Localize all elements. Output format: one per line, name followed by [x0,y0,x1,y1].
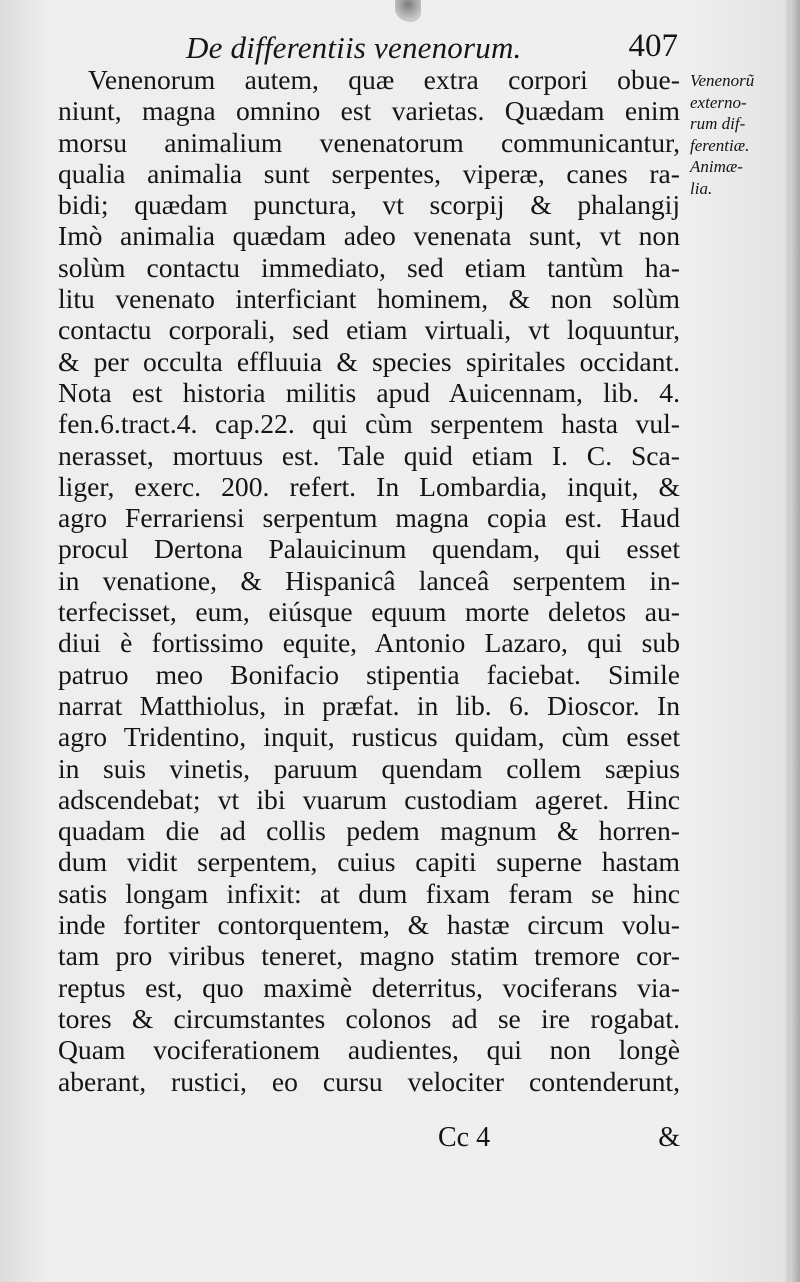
text-line: litu venenato interficiant hominem, & non solùm [58,283,680,315]
text-line: satis longam infixit: at dum fixam feram se hinc [58,877,680,909]
marginal-note [690,70,796,199]
text-line: bidi; quædam punctura, vt scorpij & phalangij [58,189,680,221]
text-line: quadam die ad collis pedem magnum & horren- [58,815,680,847]
page-tear-mark [395,0,421,22]
text-line: narrat Matthiolus, in præfat. in lib. 6. Dioscor. In [58,689,680,721]
text-line: patruo meo Bonifacio stipentia faciebat. Simile [58,658,680,690]
text-line: Quam vociferationem audientes, qui non longè [58,1034,680,1066]
marginal-line: lia. [690,178,713,198]
text-line: tam pro viribus teneret, magno statim tremore cor- [58,940,680,972]
running-title: De differentiis venenorum. [186,30,522,65]
text-line: nerasset, mortuus est. Tale quid etiam I. C. Sca- [58,439,680,471]
text-line: in venatione, & Hispanicâ lanceâ serpentem in- [58,564,680,596]
running-head [60,28,680,68]
text-line: terfecisset, eum, eiúsque equum morte deletos au- [58,596,680,628]
marginal-line: Animæ- [690,157,743,176]
signature-mark: Cc 4 [438,1122,491,1153]
text-line: qualia animalia sunt serpentes, viperæ, canes ra- [58,157,680,189]
text-line: inde fortiter contorquentem, & hastæ circum volu- [58,909,680,941]
text-line: dum vidit serpentem, cuius capiti superne hastam [58,846,680,878]
marginal-line: Venenorũ [690,71,755,90]
marginal-line: ferentiæ. [690,135,750,155]
text-line: Venenorum autem, quæ extra corpori obue- [88,64,680,95]
text-line: procul Dertona Palauicinum quendam, qui esset [58,533,680,565]
text-line: contactu corporali, sed etiam virtuali, vt loquuntur, [58,314,680,346]
text-line: adscendebat; vt ibi vuarum custodiam ageret. Hinc [58,783,680,815]
text-line: agro Ferrariensi serpentum magna copia est. Haud [58,502,680,534]
text-line: niunt, magna omnino est varietas. Quædam enim [58,95,680,127]
text-line: solùm contactu immediato, sed etiam tantùm ha- [58,251,680,283]
text-line: fen.6.tract.4. cap.22. qui cùm serpentem hasta vul- [58,408,680,440]
text-line: Nota est historia militis apud Auicennam, lib. 4. [58,376,680,408]
text-line: liger, exerc. 200. refert. In Lombardia, inquit, & [58,470,680,502]
text-line: morsu animalium venenatorum communicantur, [58,126,680,158]
marginal-line: rum dif- [690,114,746,133]
text-line: & per occulta effluuia & species spiritales occidant. [58,345,680,377]
marginal-line: externo- [690,92,747,112]
text-line: agro Tridentino, inquit, rusticus quidam, cùm esset [58,721,680,753]
text-line: aberant, rustici, eo cursu velociter contenderunt, [58,1065,680,1097]
page-number: 407 [628,28,678,64]
text-line: in suis vinetis, paruum quendam collem sæpius [58,752,680,784]
text-line: tores & circumstantes colonos ad se ire rogabat. [58,1002,680,1034]
catchword: & [658,1122,680,1153]
page-edge [790,0,800,1282]
main-text [58,64,680,1097]
text-line: reptus est, quo maximè deterritus, vociferans via- [58,971,680,1003]
page-footer [58,1122,680,1162]
text-line: Imò animalia quædam adeo venenata sunt, vt non [58,220,680,252]
text-line: diui è fortissimo equite, Antonio Lazaro, qui sub [58,627,680,659]
